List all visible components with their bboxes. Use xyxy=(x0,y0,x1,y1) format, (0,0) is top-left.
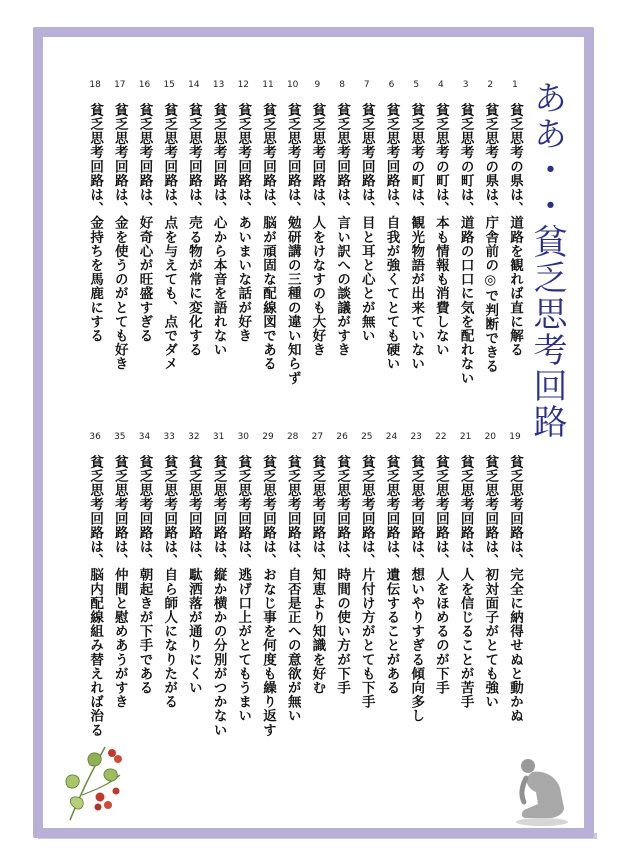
verse-number: 19 xyxy=(509,432,521,442)
verse-text: 貧乏思考回路は、初対面子がとても強い xyxy=(482,455,499,709)
verse-text: 貧乏思考回路は、心から本音を語れない xyxy=(210,103,227,357)
verse-number: 7 xyxy=(363,80,370,90)
verse-number: 6 xyxy=(388,80,395,90)
page-title: ああ・・貧乏思考回路 xyxy=(527,80,567,440)
verse-number: 27 xyxy=(311,432,324,442)
verse-text: 貧乏思考の町は、本も情報も消費しない xyxy=(432,103,449,357)
verse-number: 33 xyxy=(163,432,175,442)
verse-text: 貧乏思考回路は、点を与えても、点でダメ xyxy=(161,103,178,371)
verse-number: 25 xyxy=(361,432,373,442)
verse-text: 貧乏思考回路は、自我が強くてとても硬い xyxy=(383,103,400,371)
verse-number: 31 xyxy=(212,432,225,442)
verse-text: 貧乏思考回路は、片付け方がとても下手 xyxy=(358,455,375,709)
verse-text: 貧乏思考回路は、言い訳への談議がすき xyxy=(334,103,351,357)
verse-number: 28 xyxy=(286,432,299,442)
verse-text: 貧乏思考回路は、人をけなすのも大好き xyxy=(309,103,326,357)
verse-text: 貧乏思考回路は、売る物が常に変化する xyxy=(185,103,202,357)
verse-number: 22 xyxy=(435,432,447,442)
verse-number: 5 xyxy=(413,80,420,90)
verse-text: 貧乏思考の県は、庁舎前の◎で判断できる xyxy=(482,103,499,374)
verse-number: 2 xyxy=(487,80,494,90)
verse-number: 35 xyxy=(114,432,126,442)
verse-text: 貧乏思考回路は、時間の使い方が下手 xyxy=(334,455,351,695)
verse-number: 14 xyxy=(188,80,200,90)
verse-number: 30 xyxy=(237,432,250,442)
verse-number: 26 xyxy=(336,432,348,442)
verse-text: 貧乏思考回路は、脳が頑固な配線図である xyxy=(260,103,276,371)
verse-number: 3 xyxy=(462,80,469,90)
verse-text: 貧乏思考回路は、金持ちを馬鹿にする xyxy=(87,103,104,343)
verse-text: 貧乏思考回路は、駄洒落が通りにくい xyxy=(185,455,202,695)
verse-text: 貧乏思考の町は、観光物語が出来ていない xyxy=(408,103,425,371)
verse-number: 4 xyxy=(438,80,444,90)
verse-number: 18 xyxy=(89,80,101,90)
kneeling-figure-icon xyxy=(512,752,572,827)
verse-text: 貧乏思考の県は、道路を観れば直に解る xyxy=(507,103,523,357)
verse-number: 9 xyxy=(314,80,321,90)
verse-number: 17 xyxy=(114,80,126,90)
verse-text: 貧乏思考回路は、知恵より知識を好む xyxy=(309,455,326,695)
verse-number: 15 xyxy=(163,80,175,90)
verse-text: 貧乏思考回路は、好奇心が旺盛すぎる xyxy=(136,103,153,343)
verse-text: 貧乏思考回路は、仲間と慰めあうがすき xyxy=(111,455,128,709)
verse-text: 貧乏思考回路は、あいまいな話が好き xyxy=(235,103,252,343)
verse-text: 貧乏思考回路は、縦か横かの分別がつかない xyxy=(210,455,227,737)
verse-number: 29 xyxy=(262,432,274,442)
verse-text: 貧乏思考回路は、逃げ口上がとてもうまい xyxy=(235,455,252,723)
verse-number: 16 xyxy=(138,80,151,90)
verse-number: 34 xyxy=(138,432,151,442)
verse-text: 貧乏思考回路は、人を信じることが苦手 xyxy=(457,455,474,709)
verse-text: 貧乏思考回路は、自ら師人になりたがる xyxy=(161,455,178,709)
verse-number: 20 xyxy=(484,432,497,442)
verse-text: 貧乏思考回路は、想いやりすぎる傾向多し xyxy=(408,455,425,723)
verse-number: 11 xyxy=(262,80,274,90)
ivy-leaves-icon xyxy=(60,735,130,825)
verse-text: 貧乏思考回路は、完全に納得せぬと動かぬ xyxy=(507,455,523,723)
verse-number: 10 xyxy=(286,80,299,90)
verse-text: 貧乏思考回路は、目と耳と心とが無い xyxy=(358,103,375,343)
verse-text: 貧乏思考回路は、遺伝することがある xyxy=(383,455,400,695)
verse-text: 貧乏思考回路は、金を使うのがとても好き xyxy=(111,103,128,371)
verse-number: 21 xyxy=(459,432,472,442)
verse-number: 36 xyxy=(89,432,101,442)
verse-number: 24 xyxy=(385,432,398,442)
verse-number: 12 xyxy=(237,80,250,90)
verse-text: 貧乏思考回路は、勉研講の三種の違い知らず xyxy=(284,103,301,385)
verse-text: 貧乏思考の町は、道路の口口に気を配れない xyxy=(457,103,474,385)
verse-text: 貧乏思考回路は、おなじ事を何度も繰り返す xyxy=(260,455,276,737)
verse-text: 貧乏思考回路は、人をほめるのが下手 xyxy=(432,455,449,695)
verse-number: 1 xyxy=(512,80,518,90)
verse-text: 貧乏思考回路は、脳内配線組み替えれば治る xyxy=(87,455,104,737)
verse-number: 8 xyxy=(339,80,345,90)
verse-text: 貧乏思考回路は、朝起きが下手である xyxy=(136,455,153,695)
verse-number: 13 xyxy=(212,80,225,90)
verse-number: 32 xyxy=(188,432,200,442)
verse-text: 貧乏思考回路は、自否是正への意欲が無い xyxy=(284,455,301,723)
verse-number: 23 xyxy=(410,432,422,442)
